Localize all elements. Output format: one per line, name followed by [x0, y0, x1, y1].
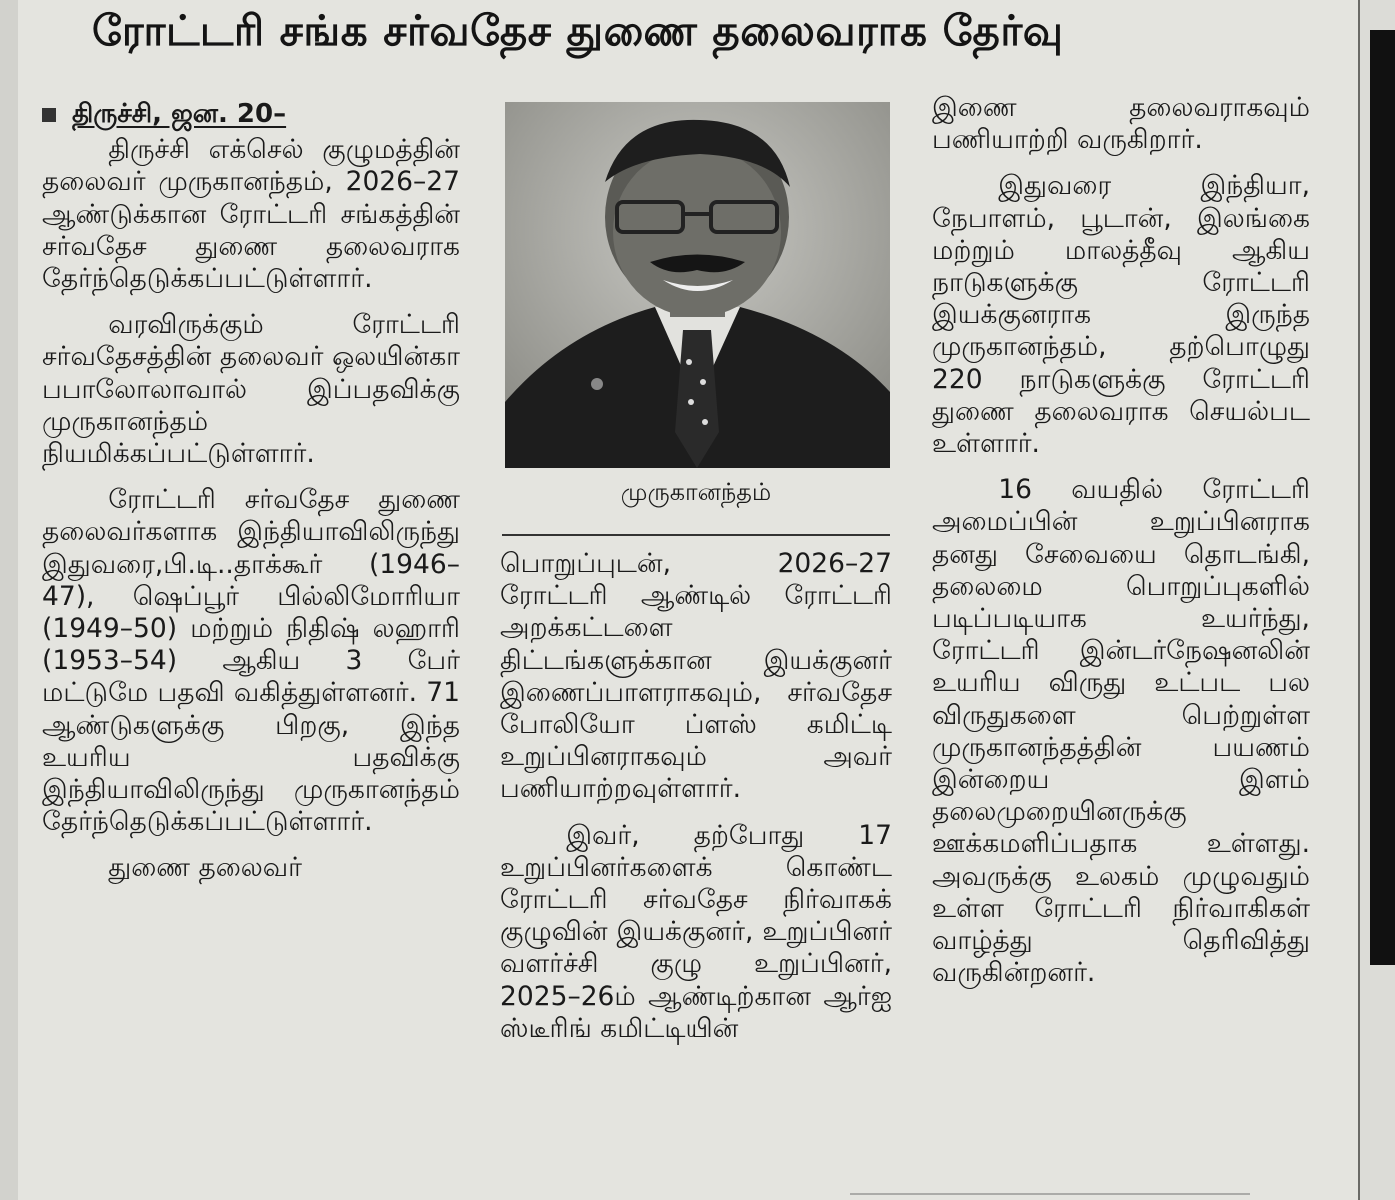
paragraph: துணை தலைவர்	[108, 852, 302, 884]
headline: ரோட்டரி சங்க சர்வதேச துணை தலைவராக தேர்வு	[92, 6, 1064, 55]
caption-divider	[502, 534, 890, 536]
article-column-1	[42, 98, 460, 899]
paragraph: இணை தலைவராகவும் பணியாற்றி வருகிறார்.	[932, 92, 1310, 156]
adjacent-dark-block	[1370, 30, 1395, 965]
paragraph: வரவிருக்கும் ரோட்டரி சர்வதேசத்தின் தலைவர் ஒலயின்கா பபாலோலாவால் இப்பதவிக்கு முருகானந்தம் நியமிக்கப்பட்டுள்ளார்.	[42, 309, 460, 470]
paragraph: இதுவரை இந்தியா, நேபாளம், பூடான், இலங்கை மற்றும் மாலத்தீவு ஆகிய நாடுகளுக்கு ரோட்டரி இயக்குனராக இருந்த முருகானந்தம், தற்பொழுது 220 நாடுகளுக்கு ரோட்டரி துணை தலைவராக செயல்பட உள்ளார்.	[932, 170, 1310, 460]
page-left-edge	[0, 0, 19, 1200]
next-article-edge	[850, 1193, 1250, 1195]
portrait-illustration	[505, 102, 890, 468]
dateline-text: திருச்சி, ஜன. 20–	[72, 99, 287, 129]
paragraph: 16 வயதில் ரோட்டரி அமைப்பின் உறுப்பினராக தனது சேவையை தொடங்கி, தலைமை பொறுப்புகளில் படிப்படியாக உயர்ந்து, ரோட்டரி இன்டர்நேஷனலின் உயரிய விருது உட்பட பல விருதுகளை பெற்றுள்ள முருகானந்தத்தின் பயணம் இன்றைய இளம் தலைமுறையினருக்கு ஊக்கமளிப்பதாக உள்ளது. அவருக்கு உலகம் முழுவதும் உள்ள ரோட்டரி நிர்வாகிகள் வாழ்த்து தெரிவித்து வருகின்றனர்.	[932, 474, 1310, 989]
article-column-2	[500, 548, 892, 1059]
paragraph: திருச்சி எக்செல் குழுமத்தின் தலைவர் முருகானந்தம், 2026–27 ஆண்டுக்கான ரோட்டரி சங்கத்தின் சர்வதேச துணை தலைவராக தேர்ந்தெடுக்கப்பட்டுள்ளார்.	[42, 134, 460, 295]
paragraph: ரோட்டரி சர்வதேச துணை தலைவர்களாக இந்தியாவிலிருந்து இதுவரை,பி.டி..தாக்கூர் (1946–47), ஷெப்பூர் பில்லிமோரியா (1949–50) மற்றும் நிதிஷ் லஹாரி (1953–54) ஆகிய 3 பேர் மட்டுமே பதவி வகித்துள்ளனர். 71 ஆண்டுகளுக்கு பிறகு, இந்த உயரிய பதவிக்கு இந்தியாவிலிருந்து முருகானந்தம் தேர்ந்தெடுக்கப்பட்டுள்ளார்.	[42, 484, 460, 838]
bullet-square-icon	[42, 108, 56, 122]
paragraph: இவர், தற்போது 17 உறுப்பினர்களைக் கொண்ட ரோட்டரி சர்வதேச நிர்வாகக் குழுவின் இயக்குனர், உறுப்பினர் வளர்ச்சி குழு உறுப்பினர், 2025–26ம் ஆண்டிற்கான ஆர்ஐ ஸ்டீரிங் கமிட்டியின்	[500, 819, 892, 1044]
photo-caption: முருகானந்தம்	[620, 478, 772, 506]
adjacent-page-strip	[1358, 0, 1395, 1200]
portrait-photo	[505, 102, 890, 468]
article-column-3	[932, 92, 1310, 1003]
dateline	[42, 98, 460, 130]
paragraph: பொறுப்புடன், 2026–27 ரோட்டரி ஆண்டில் ரோட்டரி அறக்கட்டளை திட்டங்களுக்கான இயக்குனர் இணைப்பாளராகவும், சர்வதேச போலியோ ப்ளஸ் கமிட்டி உறுப்பினராகவும் அவர் பணியாற்றவுள்ளார்.	[500, 548, 892, 805]
